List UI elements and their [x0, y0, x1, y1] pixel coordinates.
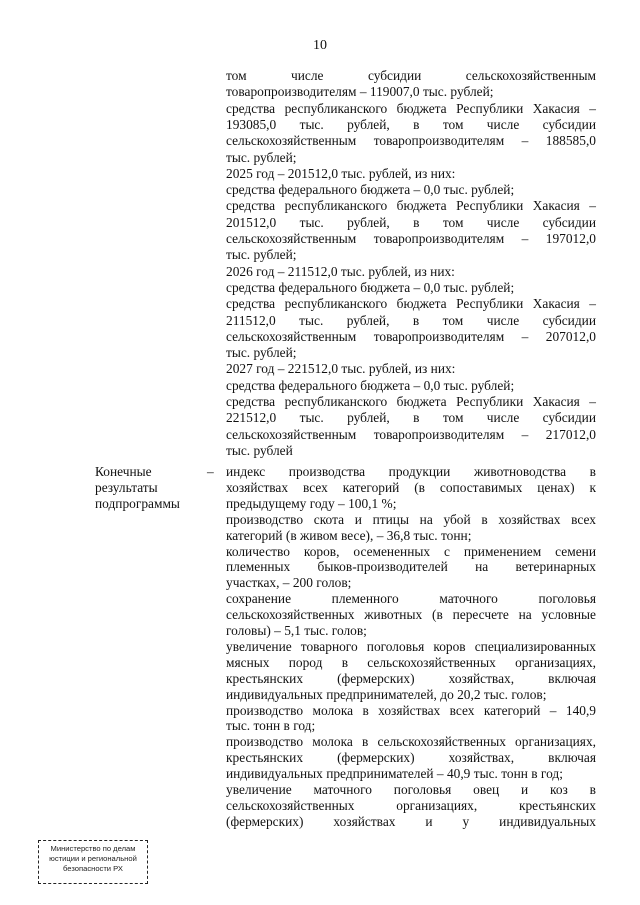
- text-line: тыс. рублей: [226, 442, 293, 458]
- registration-stamp: [38, 840, 148, 884]
- text-line: производство молока в хозяйствах всех категорий – 140,9: [226, 702, 596, 718]
- text-line: сельскохозяйственных животных (в пересчете на условные: [226, 607, 596, 623]
- text-line: производство молока в сельскохозяйственных организациях,: [226, 734, 596, 750]
- text-line: крестьянских (фермерских) хозяйствах, включая: [226, 670, 596, 686]
- text-line: 201512,0 тыс. рублей, в том числе субсидии: [226, 214, 596, 230]
- text-line: категорий (в живом весе), – 36,8 тыс. тонн;: [226, 527, 472, 543]
- text-line: индекс производства продукции животноводства в: [226, 464, 596, 479]
- text-line: участках, – 200 голов;: [226, 575, 352, 591]
- text-line: 211512,0 тыс. рублей, в том числе субсидии: [226, 312, 596, 328]
- results-dash: –: [207, 464, 214, 479]
- text-line: хозяйствах всех категорий (в сопоставимых ценах) к: [226, 479, 596, 495]
- text-line: сельскохозяйственным товаропроизводителям – 197012,0: [226, 231, 596, 246]
- text-line: тыс. рублей;: [226, 247, 297, 263]
- text-line: предыдущему году – 100,1 %;: [226, 495, 397, 511]
- text-line: 2027 год – 221512,0 тыс. рублей, из них:: [226, 361, 456, 377]
- text-line: товаропроизводителям – 119007,0 тыс. рублей;: [226, 84, 494, 100]
- text-line: головы) – 5,1 тыс. голов;: [226, 623, 367, 638]
- text-line: тыс. рублей;: [226, 345, 297, 361]
- text-line: количество коров, осемененных с применением семени: [226, 543, 596, 559]
- stamp-line: юстиции и региональной: [49, 854, 137, 863]
- text-line: индивидуальных предпринимателей, до 20,2 тыс. голов;: [226, 686, 547, 702]
- text-line: 2026 год – 211512,0 тыс. рублей, из них:: [226, 263, 455, 279]
- text-line: крестьянских (фермерских) хозяйствах, включая: [226, 750, 596, 766]
- text-line: средства федерального бюджета – 0,0 тыс. рублей;: [226, 377, 515, 393]
- text-line: средства республиканского бюджета Республики Хакасия –: [226, 394, 596, 409]
- text-line: средства федерального бюджета – 0,0 тыс. рублей;: [226, 182, 515, 198]
- text-line: тыс. тонн в год;: [226, 718, 316, 734]
- text-line: средства республиканского бюджета Республики Хакасия –: [226, 100, 596, 116]
- text-line: мясных пород в сельскохозяйственных организациях,: [226, 654, 596, 670]
- results-label: Конечные результаты подпрограммы: [95, 464, 180, 511]
- page-number: 10: [313, 38, 327, 53]
- text-line: сельскохозяйственным товаропроизводителям – 217012,0: [226, 426, 596, 442]
- text-line: средства федерального бюджета – 0,0 тыс. рублей;: [226, 279, 515, 295]
- text-line: сельскохозяйственным товаропроизводителям – 207012,0: [226, 328, 596, 344]
- text-line: 193085,0 тыс. рублей, в том числе субсидии: [226, 116, 596, 132]
- text-line: (фермерских) хозяйствах и у индивидуальных: [226, 813, 596, 829]
- text-line: сохранение племенного маточного поголовья: [226, 591, 596, 607]
- stamp-line: Министерство по делам: [50, 844, 136, 853]
- text-line: увеличение маточного поголовья овец и коз в: [226, 782, 596, 797]
- text-line: тыс. рублей;: [226, 149, 297, 165]
- text-line: 221512,0 тыс. рублей, в том числе субсидии: [226, 410, 596, 426]
- text-line: увеличение товарного поголовья коров специализированных: [226, 638, 596, 654]
- stamp-line: безопасности РХ: [63, 864, 123, 873]
- text-line: том числе субсидии сельскохозяйственным: [226, 68, 596, 83]
- text-line: 2025 год – 201512,0 тыс. рублей, из них:: [226, 165, 456, 181]
- text-line: средства республиканского бюджета Республики Хакасия –: [226, 296, 596, 312]
- text-line: сельскохозяйственным товаропроизводителям – 188585,0: [226, 133, 596, 149]
- text-line: племенных быков-производителей на ветеринарных: [226, 559, 596, 575]
- text-line: производство скота и птицы на убой в хозяйствах всех: [226, 511, 596, 527]
- text-line: средства республиканского бюджета Республики Хакасия –: [226, 198, 596, 214]
- text-line: сельскохозяйственных организациях, крестьянских: [226, 797, 596, 813]
- text-line: индивидуальных предпринимателей – 40,9 тыс. тонн в год;: [226, 766, 563, 782]
